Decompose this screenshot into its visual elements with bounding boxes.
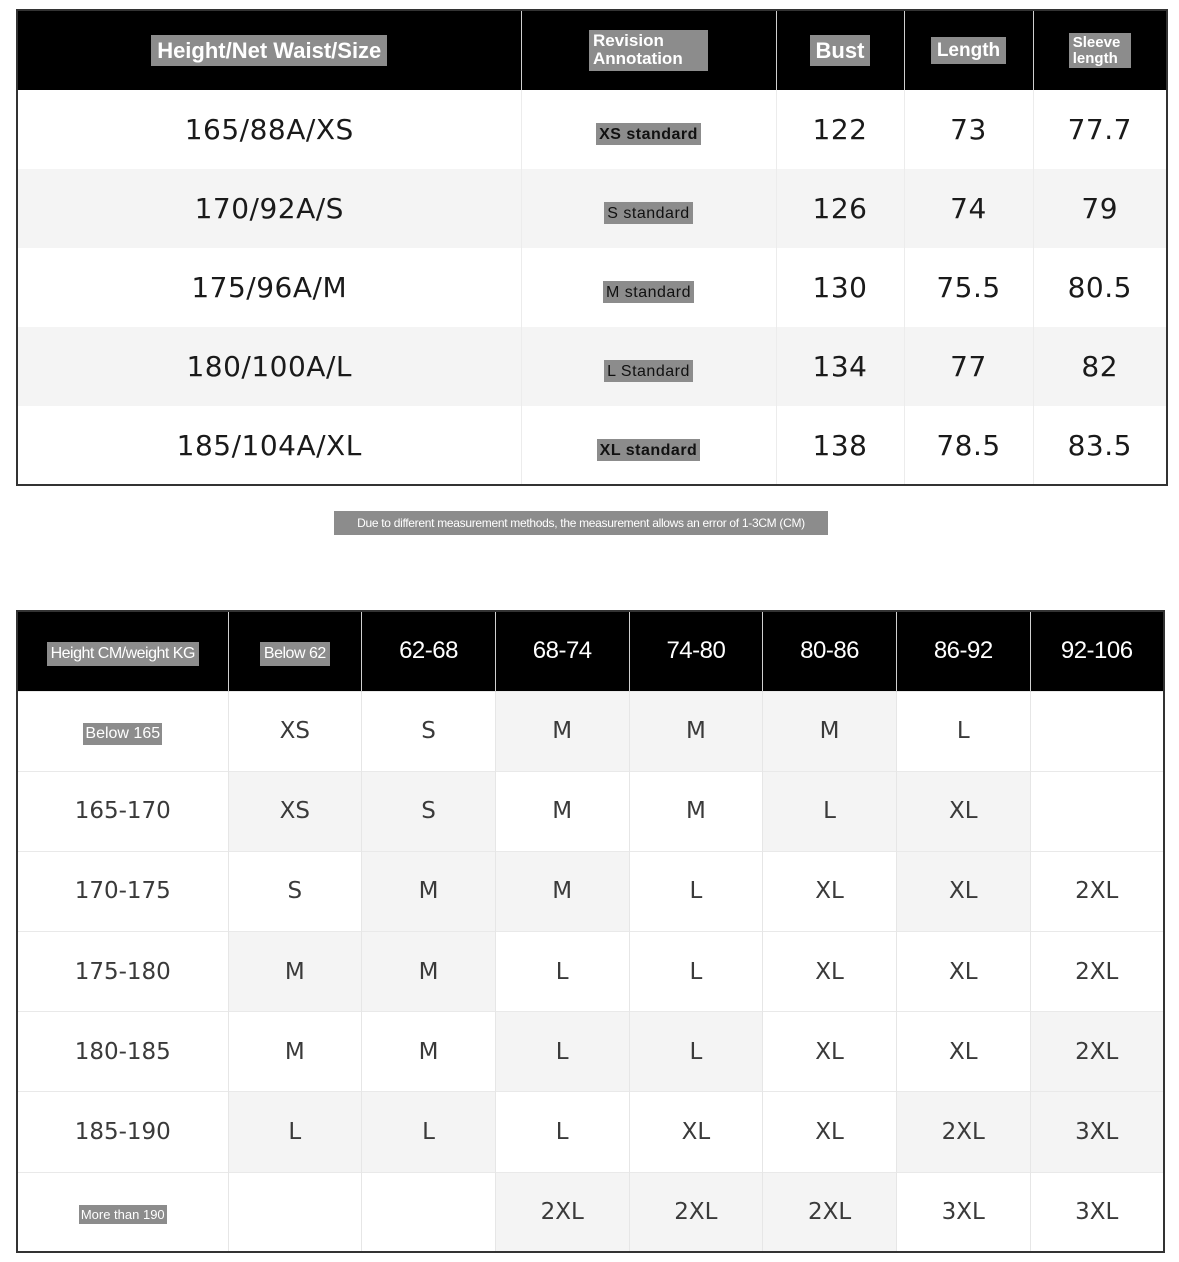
size-cell: L <box>362 1092 496 1172</box>
header-length <box>904 10 1033 90</box>
header-size-label: Height/Net Waist/Size <box>151 35 387 66</box>
bust-cell: 122 <box>776 90 904 169</box>
height-cell <box>17 691 228 771</box>
sleeve-cell: 79 <box>1033 169 1167 248</box>
size-cell: S <box>362 771 496 851</box>
size-cell <box>228 1172 362 1252</box>
size-cell: L <box>228 1092 362 1172</box>
annotation-cell <box>521 248 776 327</box>
bust-cell: 138 <box>776 406 904 485</box>
size-cell: M <box>362 851 496 931</box>
size-cell: 170/92A/S <box>17 169 521 248</box>
fit-row <box>17 691 1164 771</box>
size-cell: M <box>362 1012 496 1092</box>
header-sleeve-label: Sleeve length <box>1069 33 1131 69</box>
fit-table <box>16 610 1165 1253</box>
length-cell: 75.5 <box>904 248 1033 327</box>
annotation-label: XS standard <box>596 123 701 145</box>
size-cell: 2XL <box>495 1172 629 1252</box>
sleeve-cell: 83.5 <box>1033 406 1167 485</box>
annotation-label: L Standard <box>604 360 693 382</box>
bust-cell: 126 <box>776 169 904 248</box>
size-cell: L <box>495 932 629 1012</box>
size-cell: M <box>495 691 629 771</box>
size-cell: XL <box>896 1012 1030 1092</box>
measurement-row <box>17 169 1167 248</box>
size-cell: M <box>362 932 496 1012</box>
fit-row <box>17 851 1164 931</box>
size-cell: 2XL <box>629 1172 763 1252</box>
annotation-label: S standard <box>604 202 692 224</box>
fit-header-row <box>17 611 1164 691</box>
fit-row <box>17 1172 1164 1252</box>
weight-header: 62-68 <box>362 611 496 691</box>
weight-header: 68-74 <box>495 611 629 691</box>
length-cell: 73 <box>904 90 1033 169</box>
size-cell: M <box>495 771 629 851</box>
size-cell <box>1030 691 1164 771</box>
height-cell <box>17 1172 228 1252</box>
size-cell: L <box>763 771 897 851</box>
size-cell: XL <box>896 851 1030 931</box>
size-cell: 3XL <box>1030 1172 1164 1252</box>
measurement-note: Due to different measurement methods, the measurement allows an error of 1-3CM (CM) <box>334 511 828 535</box>
size-cell: L <box>629 932 763 1012</box>
size-cell: XL <box>896 771 1030 851</box>
size-cell: L <box>495 1012 629 1092</box>
size-cell: XL <box>763 932 897 1012</box>
weight-header: 86-92 <box>896 611 1030 691</box>
size-cell: M <box>629 691 763 771</box>
height-label: Below 165 <box>83 723 162 745</box>
size-cell: M <box>228 1012 362 1092</box>
annotation-label: XL standard <box>597 439 701 461</box>
size-cell: S <box>228 851 362 931</box>
size-cell: 2XL <box>1030 851 1164 931</box>
size-cell: 2XL <box>763 1172 897 1252</box>
size-cell: L <box>629 851 763 931</box>
size-cell: XS <box>228 771 362 851</box>
header-bust-label: Bust <box>810 35 871 66</box>
length-cell: 77 <box>904 327 1033 406</box>
size-cell: L <box>495 1092 629 1172</box>
fit-row <box>17 1012 1164 1092</box>
size-cell: L <box>896 691 1030 771</box>
length-cell: 74 <box>904 169 1033 248</box>
annotation-cell <box>521 406 776 485</box>
weight-header <box>228 611 362 691</box>
size-cell: M <box>495 851 629 931</box>
size-cell: 175/96A/M <box>191 271 348 304</box>
bust-cell: 130 <box>776 248 904 327</box>
measurement-header-row <box>17 10 1167 90</box>
size-cell: M <box>763 691 897 771</box>
fit-row <box>17 1092 1164 1172</box>
weight-header: 80-86 <box>763 611 897 691</box>
size-cell: 165/88A/XS <box>184 113 354 146</box>
fit-row <box>17 771 1164 851</box>
size-cell: 2XL <box>896 1092 1030 1172</box>
size-cell <box>362 1172 496 1252</box>
length-cell: 78.5 <box>904 406 1033 485</box>
size-cell: XL <box>629 1092 763 1172</box>
height-cell: 175-180 <box>17 932 228 1012</box>
header-annotation-label: Revision Annotation <box>589 30 708 72</box>
weight-label: Below 62 <box>260 642 330 666</box>
sleeve-cell: 80.5 <box>1033 248 1167 327</box>
size-cell: M <box>228 932 362 1012</box>
height-label: More than 190 <box>80 1206 165 1222</box>
weight-header: 74-80 <box>629 611 763 691</box>
annotation-cell <box>521 90 776 169</box>
measurement-table <box>16 9 1168 486</box>
height-cell: 170-175 <box>17 851 228 931</box>
height-cell: 185-190 <box>17 1092 228 1172</box>
fit-row <box>17 932 1164 1012</box>
size-cell: XL <box>896 932 1030 1012</box>
header-size <box>17 10 521 90</box>
sleeve-cell: 82 <box>1033 327 1167 406</box>
sleeve-cell: 77.7 <box>1033 90 1167 169</box>
size-cell: XL <box>763 851 897 931</box>
measurement-row <box>17 90 1167 169</box>
corner-label: Height CM/weight KG <box>47 642 199 666</box>
size-cell <box>1030 771 1164 851</box>
size-cell: 3XL <box>1030 1092 1164 1172</box>
corner-header <box>17 611 228 691</box>
size-cell: 2XL <box>1030 932 1164 1012</box>
size-cell: 180/100A/L <box>17 327 521 406</box>
annotation-label: M standard <box>603 281 694 303</box>
bust-cell: 134 <box>776 327 904 406</box>
size-cell: 2XL <box>1030 1012 1164 1092</box>
size-cell: 3XL <box>896 1172 1030 1252</box>
header-bust <box>776 10 904 90</box>
size-cell: 185/104A/XL <box>176 428 362 462</box>
size-cell: XS <box>228 691 362 771</box>
header-annotation <box>521 10 776 90</box>
measurement-row <box>17 327 1167 406</box>
header-sleeve <box>1033 10 1167 90</box>
annotation-cell <box>521 169 776 248</box>
height-cell: 165-170 <box>17 771 228 851</box>
annotation-cell <box>521 327 776 406</box>
size-cell: XL <box>763 1092 897 1172</box>
weight-header: 92-106 <box>1030 611 1164 691</box>
size-cell: M <box>629 771 763 851</box>
height-cell: 180-185 <box>17 1012 228 1092</box>
size-cell: L <box>629 1012 763 1092</box>
measurement-row <box>17 248 1167 327</box>
size-cell: S <box>362 691 496 771</box>
size-cell: XL <box>763 1012 897 1092</box>
header-length-label: Length <box>931 37 1006 65</box>
measurement-row <box>17 406 1167 485</box>
